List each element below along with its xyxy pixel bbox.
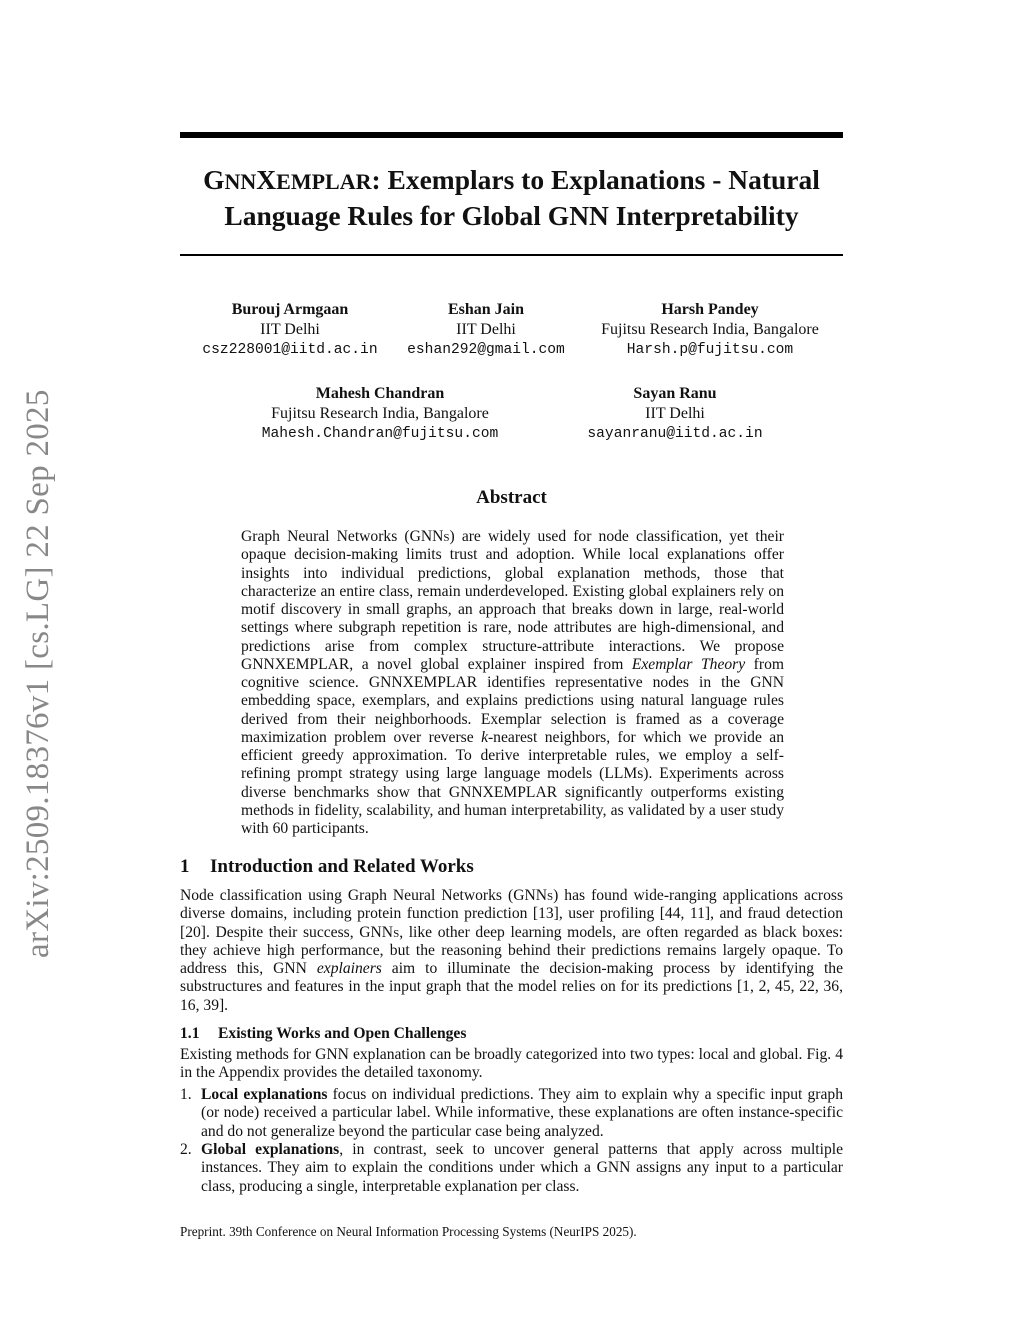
author-email[interactable]: sayanranu@iitd.ac.in — [587, 426, 763, 442]
abstract-heading: Abstract — [476, 487, 547, 508]
paper-title — [180, 163, 843, 233]
author-block: Sayan Ranu IIT Delhi sayanranu@iitd.ac.in — [575, 384, 775, 444]
author-block: Harsh Pandey Fujitsu Research India, Bangalore Harsh.p@fujitsu.com — [590, 300, 830, 360]
author-email[interactable]: csz228001@iitd.ac.in — [202, 342, 378, 358]
title-top-rule — [180, 132, 843, 138]
author-block: Eshan Jain IIT Delhi eshan292@gmail.com — [396, 300, 576, 360]
list-item: 2. Global explanations, in contrast, seek to uncover general patterns that apply across multiple instances. They aim to explain the conditions under which a GNN assigns any input to a particular class, producing a single, interpretable explanation per class. — [180, 1141, 844, 1195]
section-paragraph: Node classification using Graph Neural Networks (GNNs) has found wide-ranging applications across diverse domains, including protein function prediction [13], user profiling [44, 11], and fraud detection [20]. Despite their success, GNNs, like other deep learning models, are often regarded as black boxes: they achieve high performance, but the reasoning behind their predictions remains largely opaque. To address this, GNN explainers aim to illuminate the decision-making process by identifying the substructures and features in the input graph that the model relies on for its predictions [1, 2, 45, 22, 36, 16, 39]. — [180, 887, 844, 1014]
author-email[interactable]: Mahesh.Chandran@fujitsu.com — [261, 426, 499, 442]
title-bottom-rule — [180, 254, 843, 256]
author-block: Mahesh Chandran Fujitsu Research India, Bangalore Mahesh.Chandran@fujitsu.com — [250, 384, 510, 444]
footnote-preprint: Preprint. 39th Conference on Neural Information Processing Systems (NeurIPS 2025). — [180, 1224, 637, 1239]
subsection-paragraph: Existing methods for GNN explanation can be broadly categorized into two types: local and global. Fig. 4 in the Appendix provides the detailed taxonomy. — [180, 1046, 843, 1082]
title-line-1: GNNXEMPLAR: Exemplars to Explanations - Natural — [203, 164, 820, 195]
author-block: Burouj Armgaan IIT Delhi csz228001@iitd.ac.in — [190, 300, 390, 360]
arxiv-identifier: arXiv:2509.18376v1 [cs.LG] 22 Sep 2025 — [20, 389, 56, 958]
title-line-2: Language Rules for Global GNN Interpretability — [224, 200, 799, 231]
section-heading: 1 Introduction and Related Works — [180, 856, 474, 877]
list-item: 1. Local explanations focus on individual predictions. They aim to explain why a specific input graph (or node) received a particular label. While informative, these explanations are often instance-specific and do not generalize beyond the particular case being analyzed. — [180, 1086, 843, 1140]
author-email[interactable]: eshan292@gmail.com — [407, 342, 565, 358]
abstract-body: Graph Neural Networks (GNNs) are widely used for node classification, yet their opaque decision-making limits trust and adoption. While local explanations offer insights into individual predictions, global explanation methods, those that characterize an entire class, remain underdeveloped. Existing global explainers rely on motif discovery in small graphs, an approach that breaks down in large, real-world settings where subgraph repetition is rare, node attributes are high-dimensional, and predictions arise from complex structure-attribute interactions. We propose GNNXEMPLAR, a novel global explainer inspired from Exemplar Theory from cognitive science. GNNXEMPLAR identifies representative nodes in the GNN embedding space, exemplars, and explains predictions using natural language rules derived from their neighborhoods. Exemplar selection is framed as a coverage maximization problem over reverse k-nearest neighbors, for which we provide an efficient greedy approximation. To derive interpretable rules, we employ a self-refining prompt strategy using large language models (LLMs). Experiments across diverse benchmarks show that GNNXEMPLAR significantly outperforms existing methods in fidelity, scalability, and human interpretability, as validated by a user study with 60 participants. — [241, 528, 785, 837]
subsection-heading: 1.1 Existing Works and Open Challenges — [180, 1025, 467, 1042]
author-email[interactable]: Harsh.p@fujitsu.com — [626, 342, 794, 358]
